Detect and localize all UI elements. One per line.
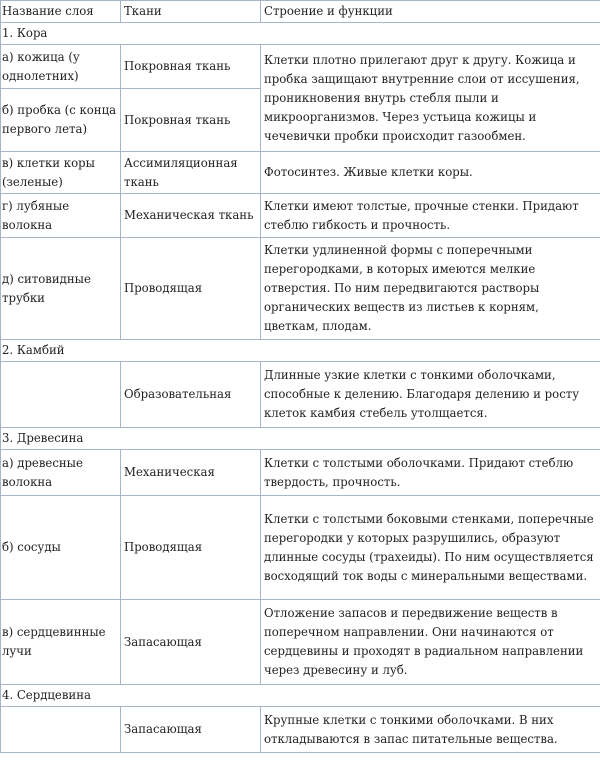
layer-name-cell: а) древесные волокна [1,450,121,496]
layer-name-cell: б) сосуды [1,496,121,600]
tissue-cell: Образовательная [121,362,261,428]
table-row [1,152,600,194]
tissue-cell: Запасающая [121,707,261,753]
tissue-cell: Проводящая [121,496,261,600]
tissue-cell: Запасающая [121,600,261,685]
description-cell: Крупные клетки с тонкими оболочками. В них откладываются в запас питательные вещества. [261,707,600,753]
section-title: 2. Камбий [1,340,600,362]
description-cell: Длинные узкие клетки с тонкими оболочками, способные к делению. Благодаря делению и росту клеток камбия стебель утолщается. [261,362,600,428]
table-row [1,600,600,685]
layer-name-cell: б) пробка (с конца первого лета) [1,89,121,152]
layer-name-cell [1,362,121,428]
section-title: 3. Древесина [1,428,600,450]
tissue-cell: Механическая ткань [121,194,261,238]
description-cell: Фотосинтез. Живые клетки коры. [261,152,600,194]
section-title: 1. Кора [1,23,600,45]
description-cell: Клетки с толстыми оболочками. Придают стеблю твердость, прочность. [261,450,600,496]
section-row-serdcevina [1,685,600,707]
tissue-cell: Проводящая [121,238,261,340]
section-row-drevesina [1,428,600,450]
section-row-kora [1,23,600,45]
table-row [1,238,600,340]
description-cell: Клетки с толстыми боковыми стенками, поперечные перегородки у которых разрушились, образуют длинные сосуды (трахеиды). По ним осуществляется восходящий ток воды с минеральными веществами. [261,496,600,600]
description-cell-shared: Клетки плотно прилегают друг к другу. Кожица и пробка защищают внутренние слои от иссушения, проникновения внутрь стебля пыли и микроорганизмов. Через устьица кожицы и чечевички пробки происходит газообмен. [261,45,600,152]
description-cell: Клетки удлиненной формы с поперечными перегородками, в которых имеются мелкие отверстия. По ним передвигаются растворы органических веществ из листьев к корням, цветкам, плодам. [261,238,600,340]
tissue-cell: Покровная ткань [121,89,261,152]
header-structure-functions: Строение и функции [261,1,600,23]
layer-name-cell: в) клетки коры (зеленые) [1,152,121,194]
table-row [1,707,600,753]
tissue-cell: Ассимиляционная ткань [121,152,261,194]
table-row [1,45,600,89]
table-header-row [1,1,600,23]
header-layer-name: Название слоя [1,1,121,23]
header-tissues: Ткани [121,1,261,23]
layer-name-cell: д) ситовидные трубки [1,238,121,340]
table-row [1,496,600,600]
layer-name-cell: г) лубяные волокна [1,194,121,238]
description-cell: Отложение запасов и передвижение веществ в поперечном направлении. Они начинаются от сердцевины и проходят в радиальном направлении через древесину и луб. [261,600,600,685]
section-title: 4. Сердцевина [1,685,600,707]
table-row [1,362,600,428]
section-row-kambiy [1,340,600,362]
table-row [1,450,600,496]
table-row [1,194,600,238]
tissue-cell: Механическая [121,450,261,496]
layer-name-cell: в) сердцевинные лучи [1,600,121,685]
layer-name-cell [1,707,121,753]
layer-name-cell: а) кожица (у однолетних) [1,45,121,89]
tissue-cell: Покровная ткань [121,45,261,89]
description-cell: Клетки имеют толстые, прочные стенки. Придают стеблю гибкость и прочность. [261,194,600,238]
